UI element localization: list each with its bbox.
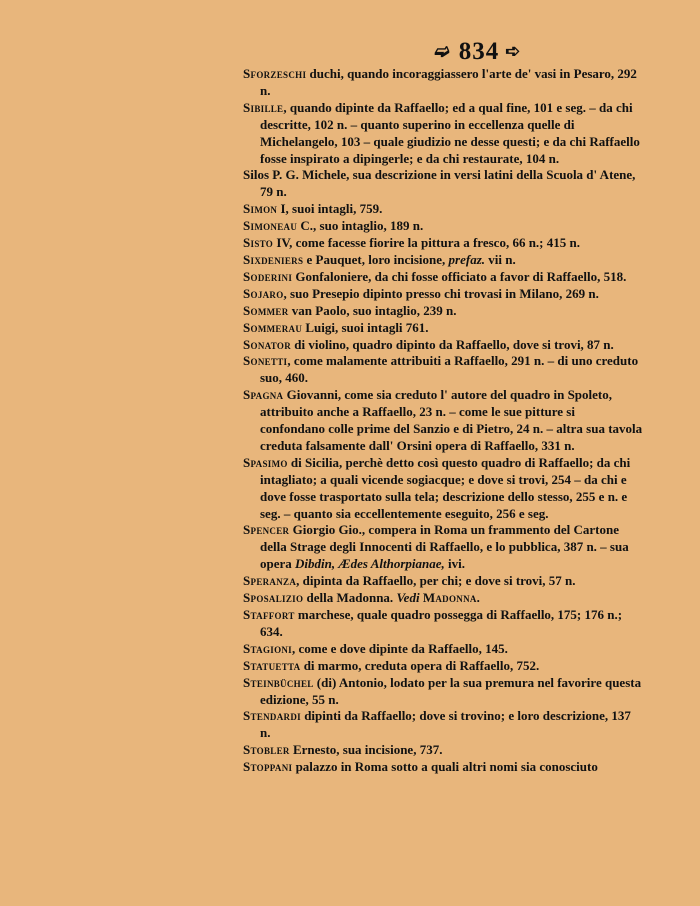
entry-headword: Spasimo xyxy=(243,454,288,470)
index-entry xyxy=(243,387,643,455)
entry-italic: Vedi xyxy=(396,590,420,606)
entry-headword: Sforzeschi xyxy=(243,66,307,81)
index-entry xyxy=(243,675,643,709)
right-pointing-hand-icon: ➪ xyxy=(505,41,522,61)
entry-headword: Sonetti xyxy=(243,353,288,369)
index-entries xyxy=(243,66,643,776)
entry-headword: Statuetta xyxy=(243,657,301,673)
index-entry xyxy=(243,455,643,523)
entry-headword: Stoppani xyxy=(243,759,293,775)
index-entry xyxy=(243,573,643,590)
index-entry xyxy=(243,320,643,337)
entry-headword: Steinbüchel xyxy=(243,674,314,690)
entry-text: Giorgio Gio., compera in Roma un frammento del Cartone della Strage degli Innocenti di Raffaello, e lo pubblica, 387 n. – sua opera xyxy=(260,522,629,572)
entry-italic: Dibdin, Ædes Althorpianae, xyxy=(295,556,445,572)
entry-text: Silos P. G. Michele, sua descrizione in versi latini della Scuola d' Atene, 79 n. xyxy=(243,167,636,200)
entry-headword: Sommerau xyxy=(243,319,303,335)
entry-headword: Sommer xyxy=(243,302,289,318)
index-entry xyxy=(243,218,643,235)
index-entry xyxy=(243,590,643,607)
index-entry xyxy=(243,337,643,354)
index-entry xyxy=(243,303,643,320)
entry-text: Giovanni, come sia creduto l' autore del quadro in Spoleto, attribuito anche a Raffaello, 23 n. – come le sue pitture si confondano colle prime del Sanzio e di Pietro, 24 n. – altra sua tavola creduta falsamente dall' Orsini opera di Raffaello, 331 n. xyxy=(260,387,643,453)
entry-text: Gonfaloniere, da chi fosse officiato a favor di Raffaello, 518. xyxy=(295,268,627,284)
entry-tail: Madonna. xyxy=(422,590,481,606)
index-entry xyxy=(243,252,643,269)
entry-text: C., suo intaglio, 189 n. xyxy=(300,218,424,234)
entry-headword: Sisto xyxy=(243,235,274,251)
entry-headword: Spagna xyxy=(243,387,284,403)
entry-headword: Sonator xyxy=(243,336,292,352)
entry-text: di violino, quadro dipinto da Raffaello, dove si trovi, 87 n. xyxy=(294,336,614,352)
entry-text: Ernesto, sua incisione, 737. xyxy=(292,742,443,758)
entry-headword: Simoneau xyxy=(243,218,298,234)
index-entry xyxy=(243,286,643,303)
left-pointing-hand-icon: ➫ xyxy=(434,41,451,61)
index-entry xyxy=(243,235,643,252)
index-entry xyxy=(243,66,643,100)
entry-text: di marmo, creduta opera di Raffaello, 752. xyxy=(303,657,540,673)
index-entry xyxy=(243,708,643,742)
index-entry xyxy=(243,607,643,641)
entry-headword: Staffort xyxy=(243,607,295,622)
entry-headword: Stendardi xyxy=(243,708,301,724)
entry-text: dipinti da Raffaello; dove si trovino; e loro descrizione, 137 n. xyxy=(260,708,631,741)
entry-text: van Paolo, suo intaglio, 239 n. xyxy=(291,302,457,318)
entry-text: , suo Presepio dipinto presso chi trovasi in Milano, 269 n. xyxy=(283,285,599,301)
entry-text: marchese, quale quadro possegga di Raffaello, 175; 176 n.; 634. xyxy=(260,607,623,639)
entry-text: e Pauquet, loro incisione, xyxy=(306,251,446,267)
entry-text: duchi, quando incoraggiassero l'arte de' vasi in Pesaro, 292 n. xyxy=(260,66,637,98)
entry-tail: vii n. xyxy=(488,251,516,267)
index-entry xyxy=(243,201,643,218)
entry-headword: Stobler xyxy=(243,742,290,758)
entry-text: , dipinta da Raffaello, per chi; e dove si trovi, 57 n. xyxy=(296,573,576,589)
index-entry xyxy=(243,742,643,759)
page-number-value: 834 xyxy=(458,38,500,65)
entry-text: Luigi, suoi intagli 761. xyxy=(305,319,429,335)
entry-text: della Madonna. xyxy=(306,590,394,606)
entry-headword: Speranza xyxy=(243,573,297,589)
index-entry xyxy=(243,353,643,387)
index-entry xyxy=(243,522,643,573)
entry-tail: ivi. xyxy=(448,556,466,572)
entry-text: , come e dove dipinte da Raffaello, 145. xyxy=(291,640,508,656)
entry-headword: Sposalizio xyxy=(243,590,304,606)
entry-text: I, suoi intagli, 759. xyxy=(280,201,383,217)
entry-headword: Simon xyxy=(243,201,278,217)
entry-headword: Spencer xyxy=(243,522,290,538)
index-entry xyxy=(243,167,643,201)
index-entry xyxy=(243,641,643,658)
index-entry xyxy=(243,269,643,286)
index-entry xyxy=(243,100,643,168)
entry-headword: Stagioni xyxy=(243,640,292,656)
page-number xyxy=(0,38,700,66)
entry-headword: Sibille xyxy=(243,99,284,115)
index-entry xyxy=(243,658,643,675)
index-entry xyxy=(243,759,643,776)
entry-text: di Sicilia, perchè detto così questo quadro di Raffaello; da chi intagliato; a quali vicende sogiacque; e dove si trovi, 254 – da chi e dove fosse trasportato sulla tela; descrizione dello stesso, 255 e n. e seg. – quanto sia eccellentemente eseguito, 256 e seg. xyxy=(260,454,631,521)
entry-text: (di) Antonio, lodato per la sua premura nel favorire questa edizione, 55 n. xyxy=(260,674,642,707)
entry-headword: Soderini xyxy=(243,268,293,284)
entry-italic: prefaz. xyxy=(448,251,486,267)
entry-text: , come malamente attribuiti a Raffaello, 291 n. – di uno creduto suo, 460. xyxy=(260,353,639,386)
entry-text: , quando dipinte da Raffaello; ed a qual fine, 101 e seg. – da chi descritte, 102 n. – quanto superino in eccellenza quelle di Michelangelo, 103 – quale giudizio ne desse questi; e da chi Raffaello fosse inspirato a dipingerle; e da chi restaurate, 104 n. xyxy=(260,99,640,166)
entry-text: palazzo in Roma sotto a quali altri nomi sia conosciuto xyxy=(295,759,598,775)
entry-text: IV, come facesse fiorire la pittura a fresco, 66 n.; 415 n. xyxy=(276,235,580,251)
entry-headword: Sojaro xyxy=(243,285,284,301)
entry-headword: Sixdeniers xyxy=(243,251,304,267)
